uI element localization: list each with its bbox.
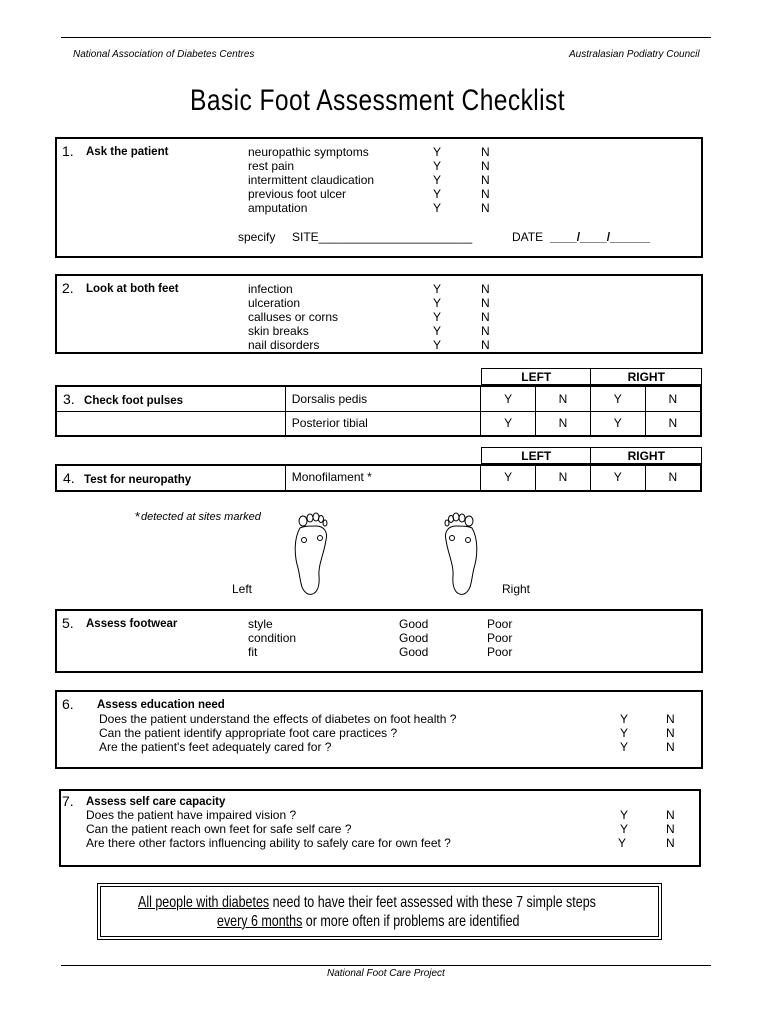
section5-number: 5. [62, 615, 74, 631]
selfcare-n[interactable]: N [666, 836, 675, 850]
section1-item: intermittent claudication [248, 173, 375, 187]
footer-text: National Foot Care Project [327, 968, 445, 979]
section4-number: 4. [63, 470, 75, 486]
section1-item: amputation [248, 201, 308, 215]
section3-empty-cell [56, 411, 285, 436]
section1-n: N [481, 201, 490, 215]
header-left: National Association of Diabetes Centres [73, 49, 255, 60]
date-label: DATE [512, 230, 544, 244]
section2-n: N [481, 282, 490, 296]
section1-item: previous foot ulcer [248, 187, 347, 201]
section3-table [55, 385, 702, 437]
section2-y: Y [433, 310, 442, 324]
section1-y: Y [433, 173, 442, 187]
section3-heading: Check foot pulses [84, 394, 184, 407]
right-column-header: RIGHT [591, 448, 702, 464]
selfcare-question: Are there other factors influencing ability to safely care for own feet ? [86, 836, 451, 850]
monofilament-label: Monofilament * [285, 465, 480, 491]
pulse-right-y[interactable]: Y [590, 386, 645, 411]
notice-line-2-rest: or more often if problems are identified [302, 913, 520, 930]
section1-n: N [481, 187, 490, 201]
footwear-item: fit [248, 645, 258, 659]
selfcare-y[interactable]: Y [620, 822, 629, 836]
education-question: Can the patient identify appropriate foot care practices ? [99, 726, 398, 740]
section2-heading: Look at both feet [86, 283, 179, 295]
pulse-right-n[interactable]: N [645, 411, 701, 436]
footwear-poor[interactable]: Poor [487, 617, 513, 631]
header-rule [61, 37, 711, 38]
section1-item: neuropathic symptoms [248, 145, 369, 159]
notice-line-1-rest: need to have their feet assessed with these 7 simple steps [269, 894, 596, 911]
notice-line-2-underlined: every 6 months [217, 913, 303, 930]
site-field[interactable]: SITE_______________________ [292, 230, 473, 244]
left-foot-icon[interactable] [286, 510, 334, 596]
section1-y: Y [433, 159, 442, 173]
right-column-header: RIGHT [591, 369, 702, 385]
section1-n: N [481, 159, 490, 173]
education-n[interactable]: N [666, 726, 675, 740]
section7-heading: Assess self care capacity [86, 796, 226, 808]
section2-item: skin breaks [248, 324, 309, 338]
section5-heading: Assess footwear [86, 618, 178, 630]
date-field[interactable]: ____/____/______ [550, 230, 651, 244]
section1-item: rest pain [248, 159, 295, 173]
footwear-item: style [248, 617, 273, 631]
left-column-header: LEFT [482, 448, 591, 464]
section2-item: ulceration [248, 296, 301, 310]
education-n[interactable]: N [666, 712, 675, 726]
pulse-left-y[interactable]: Y [481, 411, 536, 436]
pulse-right-y[interactable]: Y [590, 411, 645, 436]
detected-note: detected at sites marked [141, 511, 261, 523]
section3-number: 3. [63, 390, 75, 407]
selfcare-n[interactable]: N [666, 822, 675, 836]
footwear-poor[interactable]: Poor [487, 645, 513, 659]
specify-label: specify [238, 230, 276, 244]
section2-item: calluses or corns [248, 310, 339, 324]
section1-n: N [481, 173, 490, 187]
selfcare-y[interactable]: Y [620, 808, 629, 822]
education-y[interactable]: Y [620, 740, 629, 754]
pulse-right-n[interactable]: N [645, 386, 701, 411]
section1-number: 1. [62, 143, 74, 159]
footer-rule [61, 965, 711, 966]
section7-number: 7. [62, 793, 74, 809]
section6-heading: Assess education need [97, 699, 225, 711]
left-column-header: LEFT [482, 369, 591, 385]
section2-n: N [481, 338, 490, 352]
asterisk: * [135, 509, 141, 524]
mono-left-n[interactable]: N [536, 465, 591, 491]
pulse-left-n[interactable]: N [536, 386, 591, 411]
selfcare-y[interactable]: Y [618, 836, 627, 850]
pulse-row-label: Posterior tibial [285, 411, 480, 436]
section1-n: N [481, 145, 490, 159]
section2-n: N [481, 324, 490, 338]
section2-item: nail disorders [248, 338, 320, 352]
section2-y: Y [433, 338, 442, 352]
footwear-item: condition [248, 631, 297, 645]
section4-heading: Test for neuropathy [84, 474, 192, 486]
mono-right-y[interactable]: Y [590, 465, 645, 491]
selfcare-question: Can the patient reach own feet for safe self care ? [86, 822, 352, 836]
mono-right-n[interactable]: N [645, 465, 701, 491]
right-foot-label: Right [502, 582, 531, 596]
mono-left-y[interactable]: Y [481, 465, 536, 491]
section4-side-header [481, 447, 702, 464]
pulse-left-n[interactable]: N [536, 411, 591, 436]
section2-n: N [481, 296, 490, 310]
education-question: Are the patient's feet adequately cared for ? [99, 740, 332, 754]
pulse-left-y[interactable]: Y [481, 386, 536, 411]
left-foot-label: Left [232, 582, 253, 596]
section1-heading: Ask the patient [86, 146, 169, 158]
notice-line-1-underlined: All people with diabetes [138, 894, 270, 911]
footwear-poor[interactable]: Poor [487, 631, 513, 645]
section2-number: 2. [62, 280, 74, 296]
section4-table [55, 464, 702, 492]
section2-n: N [481, 310, 490, 324]
section4-heading-cell [56, 465, 285, 491]
notice-line-1 [138, 894, 596, 912]
section1-y: Y [433, 145, 442, 159]
selfcare-n[interactable]: N [666, 808, 675, 822]
section3-heading-cell [56, 386, 285, 411]
footwear-good[interactable]: Good [399, 631, 429, 645]
section2-item: infection [248, 282, 293, 296]
notice-line-2 [217, 913, 519, 931]
section6-number: 6. [62, 696, 74, 712]
section3-side-header [481, 368, 702, 385]
footwear-good[interactable]: Good [399, 645, 429, 659]
section2-y: Y [433, 282, 442, 296]
education-n[interactable]: N [666, 740, 675, 754]
right-foot-icon[interactable] [438, 510, 486, 596]
section1-y: Y [433, 201, 442, 215]
education-question: Does the patient understand the effects of diabetes on foot health ? [99, 712, 457, 726]
section2-y: Y [433, 296, 442, 310]
section1-y: Y [433, 187, 442, 201]
header-right: Australasian Podiatry Council [569, 49, 700, 60]
selfcare-question: Does the patient have impaired vision ? [86, 808, 297, 822]
education-y[interactable]: Y [620, 726, 629, 740]
education-y[interactable]: Y [620, 712, 629, 726]
page-title: Basic Foot Assessment Checklist [190, 84, 566, 117]
pulse-row-label: Dorsalis pedis [285, 386, 480, 411]
footwear-good[interactable]: Good [399, 617, 429, 631]
section2-y: Y [433, 324, 442, 338]
